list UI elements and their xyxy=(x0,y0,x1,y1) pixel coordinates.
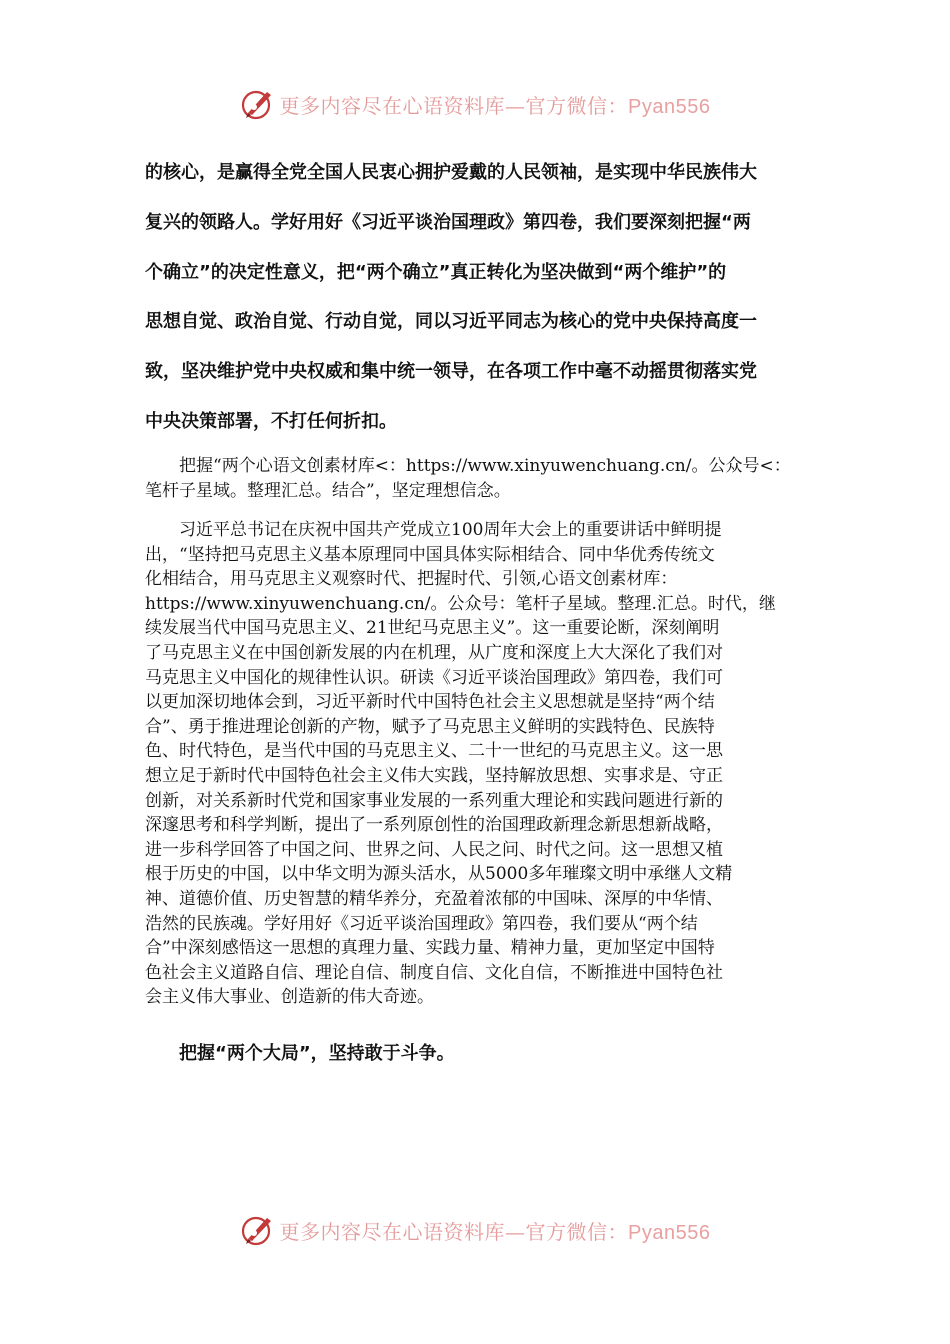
para-line: 合”中深刻感悟这一思想的真理力量、实践力量、精神力量，更加坚定中国特 xyxy=(145,938,715,959)
bold-paragraph xyxy=(145,148,805,447)
bold-line: 思想自觉、政治自觉、行动自觉，同以习近平同志为核心的党中央保持高度一 xyxy=(145,311,757,333)
para-line: https://www.xinyuwenchuang.cn/。公众号：笔杆子星域。整理.汇总。时代，继 xyxy=(145,593,776,614)
header-banner xyxy=(0,82,950,126)
para-line: 创新，对关系新时代党和国家事业发展的一系列重大理论和实践问题进行新的 xyxy=(145,790,723,811)
bold-line: 个确立”的决定性意义，把“两个确立”真正转化为坚决做到“两个维护”的 xyxy=(145,261,727,283)
pen-logo-icon xyxy=(240,86,276,122)
para-line: 会主义伟大事业、创造新的伟大奇迹。 xyxy=(145,987,434,1008)
para-line: 深邃思考和科学判断，提出了一系列原创性的治国理政新理念新思想新战略， xyxy=(145,815,723,836)
footer-banner-label: 更多内容尽在心语资料库—官方微信： xyxy=(279,1219,629,1244)
para-line: 进一步科学回答了中国之问、世界之问、人民之问、时代之问。这一思想又植 xyxy=(145,839,723,860)
para-line: 想立足于新时代中国特色社会主义伟大实践，坚持解放思想、实事求是、守正 xyxy=(145,765,723,786)
paragraph-xi-speech xyxy=(145,518,815,1010)
para-line: 神、道德价值、历史智慧的精华养分，充盈着浓郁的中国味、深厚的中华情、 xyxy=(145,888,723,909)
para-line: 浩然的民族魂。学好用好《习近平谈治国理政》第四卷，我们要从“两个结 xyxy=(145,913,698,934)
para-line: 色社会主义道路自信、理论自信、制度自信、文化自信，不断推进中国特色社 xyxy=(145,962,723,983)
bold-line: 中央决策部署，不打任何折扣。 xyxy=(145,410,397,432)
para-line: 化相结合，用马克思主义观察时代、把握时代、引领,心语文创素材库： xyxy=(145,569,678,590)
para-line: 续发展当代中国马克思主义、21世纪马克思主义”。这一重要论断，深刻阐明 xyxy=(145,618,720,639)
bold-line: 复兴的领路人。学好用好《习近平谈治国理政》第四卷，我们要深刻把握“两 xyxy=(145,211,751,233)
para-line: 了马克思主义在中国创新发展的内在机理，从广度和深度上大大深化了我们对 xyxy=(145,642,723,663)
para-line: 马克思主义中国化的规律性认识。研读《习近平谈治国理政》第四卷，我们可 xyxy=(145,667,723,688)
para-line: 根于历史的中国，以中华文明为源头活水，从5000多年璀璨文明中承继人文精 xyxy=(145,864,733,885)
header-banner-label: 更多内容尽在心语资料库—官方微信： xyxy=(279,93,629,118)
bold-line: 致，坚决维护党中央权威和集中统一领导，在各项工作中毫不动摇贯彻落实党 xyxy=(145,361,757,383)
para-line: 合”、勇于推进理论创新的产物，赋予了马克思主义鲜明的实践特色、民族特 xyxy=(145,716,715,737)
para-line: 出，“坚持把马克思主义基本原理同中国具体实际相结合、同中华优秀传统文 xyxy=(145,544,715,565)
paragraph-grasp-two-combinations xyxy=(145,454,805,503)
bold-line: 的核心，是赢得全党全国人民衷心拥护爱戴的人民领袖，是实现中华民族伟大 xyxy=(145,162,757,183)
header-wechat-id: Pyan556 xyxy=(628,95,711,118)
document-body xyxy=(145,148,805,1064)
pen-logo-icon xyxy=(240,1212,276,1248)
para-line: 把握“两个心语文创素材库<：https://www.xinyuwenchuang.cn/。公众号<： xyxy=(179,456,791,476)
header-banner-text xyxy=(280,90,711,119)
para-line: 习近平总书记在庆祝中国共产党成立100周年大会上的重要讲话中鲜明提 xyxy=(179,520,722,540)
para-line: 色、时代特色，是当代中国的马克思主义、二十一世纪的马克思主义。这一思 xyxy=(145,741,723,762)
footer-banner xyxy=(0,1208,950,1252)
section-heading: 把握“两个大局”，坚持敢于斗争。 xyxy=(179,1043,455,1064)
footer-banner-text xyxy=(280,1216,711,1245)
footer-wechat-id: Pyan556 xyxy=(628,1221,711,1244)
para-line: 笔杆子星域。整理汇总。结合”，坚定理想信念。 xyxy=(145,480,511,501)
para-line: 以更加深切地体会到，习近平新时代中国特色社会主义思想就是坚持“两个结 xyxy=(145,692,715,713)
